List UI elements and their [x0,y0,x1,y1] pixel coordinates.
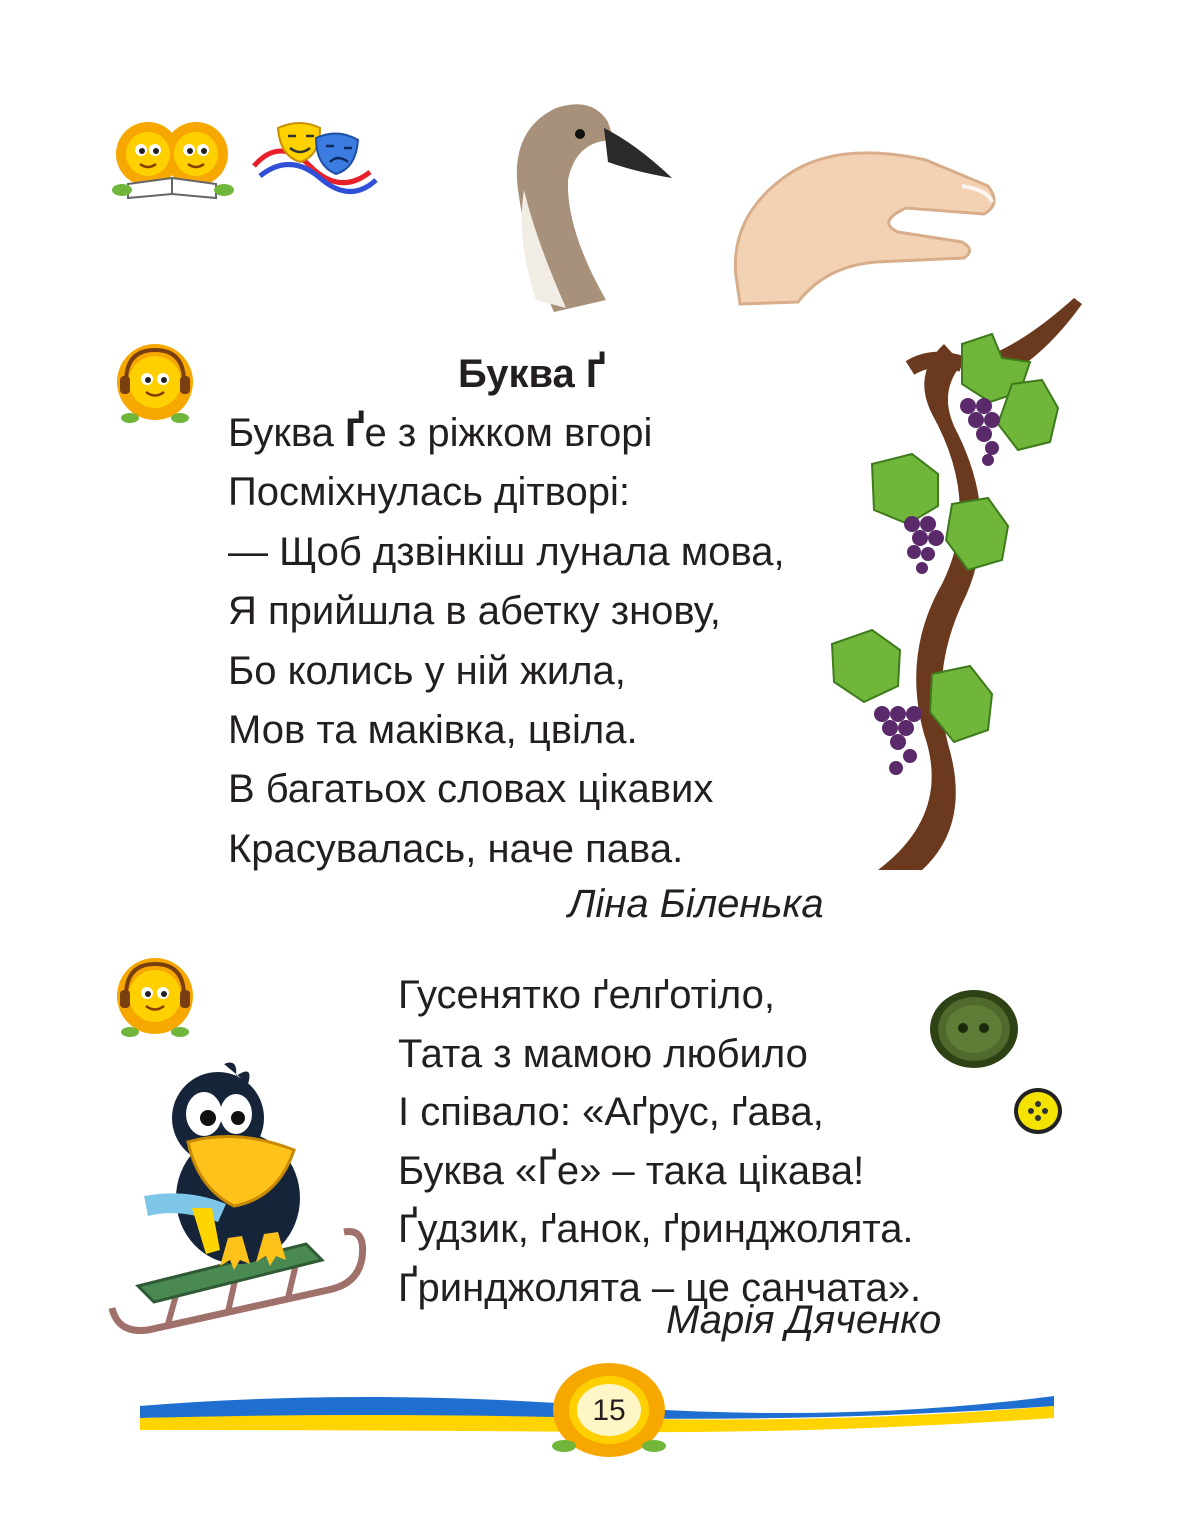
grapevine-illustration [812,294,1086,874]
listening-sunflower-icon [110,956,200,1040]
poem-line: Ґудзик, ґанок, ґринджолята. [398,1207,914,1252]
poem-one [228,404,785,879]
poem-line: Бо колись у ній жила, [228,648,626,693]
poem-line: І співало: «Аґрус, ґава, [398,1090,824,1135]
poem-two [398,966,921,1318]
poem-line: — Щоб дзвінкіш лунала мова, [228,529,785,574]
poem-line: Гусенятко ґелґотіло, [398,973,776,1017]
green-button-icon [928,988,1020,1070]
poem-line-end: е з ріжком вгорі [364,411,653,455]
poem-line: Тата з мамою любило [398,1031,808,1076]
poem-line: В багатьох словах цікавих [228,767,714,812]
poem-line: Мов та маківка, цвіла. [228,708,638,753]
reading-sunflowers-icon [108,110,238,202]
page-number: 15 [592,1394,626,1427]
listening-sunflower-icon [110,342,200,426]
crow-on-sled-illustration [108,1058,370,1348]
yellow-button-icon [1012,1086,1064,1136]
goose-head-illustration [496,100,676,314]
hand-letter-g-illustration [726,126,1000,306]
poem-line: Я прийшла в абетку знову, [228,589,721,634]
poem-author: Марія Дяченко [666,1298,942,1342]
poem-title: Буква Ґ [458,352,606,396]
poem-line: Ґринджолята – це санчата». [398,1265,922,1310]
theater-masks-icon [250,116,380,192]
highlighted-letter: Ґ [345,411,365,455]
poem-line-start: Буква [228,411,346,455]
poem-line: Буква «Ґе» – така цікава! [398,1148,865,1193]
poem-line: Красувалась, наче пава. [228,826,684,871]
poem-line: Посміхнулась дітворі: [228,470,630,515]
poem-line [228,404,785,463]
poem-author: Ліна Біленька [568,882,824,926]
